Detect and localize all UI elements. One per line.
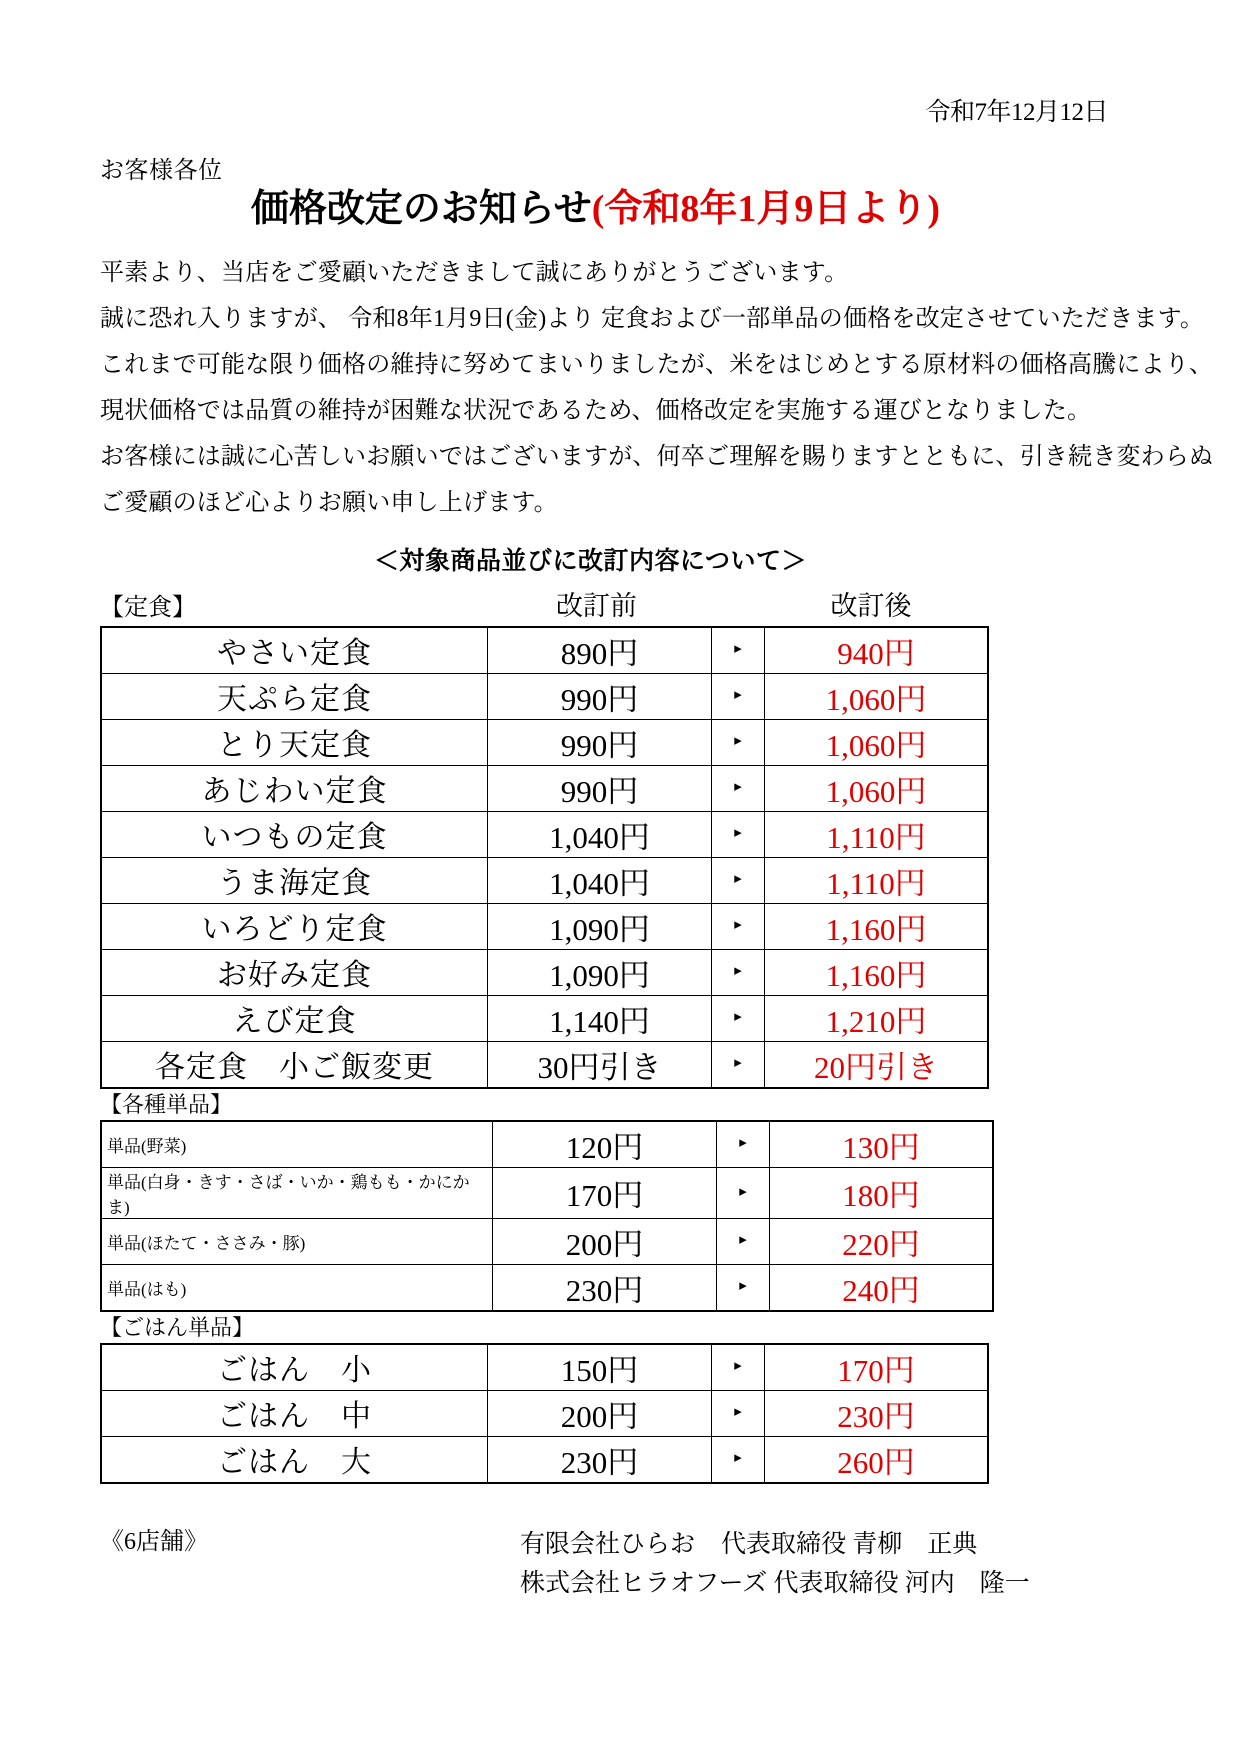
old-price: 1,090円 [549,911,650,947]
table-row [101,1390,988,1436]
arrow-right-icon: ▸ [734,917,742,934]
arrow-cell [712,811,765,857]
arrow-right-icon: ▸ [734,687,742,704]
table-row [101,719,988,765]
new-price-cell [765,811,989,857]
document-date: 令和7年12月12日 [925,99,1108,126]
item-name: 単品(野菜) [107,1136,187,1156]
old-price-cell [488,811,712,857]
item-name-cell [101,1344,488,1391]
old-price-cell [488,1436,712,1483]
new-price: 220円 [842,1226,920,1262]
body-paragraph: ご愛顧のほど心よりお願い申し上げます。 [100,489,558,516]
price-table-tanpin [100,1120,994,1312]
new-price: 180円 [842,1178,920,1214]
item-name-cell [101,1041,488,1088]
old-price: 30円引き [537,1049,662,1085]
new-price-cell [765,627,989,674]
arrow-right-icon: ▸ [734,963,742,980]
item-name: 単品(はも) [107,1279,187,1299]
new-price-cell [765,1390,989,1436]
old-price: 1,040円 [549,865,650,901]
table-row [101,1121,993,1168]
new-price: 1,160円 [825,911,927,947]
old-price-cell [488,995,712,1041]
price-table-teishoku [100,626,989,1089]
arrow-right-icon: ▸ [739,1278,747,1295]
old-price: 230円 [560,1444,639,1480]
item-name: えび定食 [232,1005,357,1039]
old-price: 890円 [560,635,639,671]
new-price-cell [765,995,989,1041]
item-name: ごはん 小 [217,1354,372,1388]
arrow-right-icon: ▸ [734,871,742,888]
arrow-cell [712,1344,765,1391]
new-price: 1,060円 [825,681,927,717]
new-price: 240円 [842,1272,920,1308]
group-label-gohan: 【ごはん単品】 [100,1314,255,1340]
body-copy [100,259,1214,516]
item-name: あじわい定食 [201,775,388,809]
new-price-cell [765,1344,989,1391]
item-name: 天ぷら定食 [217,683,372,717]
arrow-cell [717,1218,770,1264]
arrow-cell [717,1167,770,1218]
arrow-right-icon: ▸ [734,1009,742,1026]
signer-company: 株式会社ヒラオフーズ [520,1569,768,1597]
item-name-cell [101,627,488,674]
new-price: 20円引き [814,1049,938,1085]
new-price-cell [765,1436,989,1483]
old-price: 990円 [560,681,639,717]
new-price-cell [765,1041,989,1088]
table-row [101,857,988,903]
new-price-cell [765,949,989,995]
old-price: 1,140円 [549,1003,650,1039]
gohan-table-block [100,1343,1141,1484]
signer-name: 青柳 正典 [852,1530,978,1558]
item-name-cell [101,857,488,903]
item-name-cell [101,995,488,1041]
new-price-cell [765,765,989,811]
tanpin-table-block [100,1120,1141,1312]
table-row [101,903,988,949]
new-price: 170円 [837,1352,915,1388]
item-name-cell [101,903,488,949]
old-price-cell [488,673,712,719]
arrow-right-icon: ▸ [734,825,742,842]
page-title-main: 価格改定のお知らせ [250,188,592,230]
signer-line [520,1565,1141,1604]
arrow-cell [712,673,765,719]
table-row [101,1041,988,1088]
old-price: 200円 [565,1226,644,1262]
old-price: 120円 [565,1129,644,1165]
arrow-cell [717,1264,770,1311]
old-price-cell [493,1167,717,1218]
old-price-cell [493,1218,717,1264]
price-table-gohan [100,1343,989,1484]
new-price-cell [770,1218,994,1264]
old-price-cell [488,903,712,949]
arrow-cell [717,1121,770,1168]
old-price: 170円 [565,1178,644,1214]
group-label-tanpin: 【各種単品】 [100,1091,233,1117]
old-price-cell [488,857,712,903]
old-price-cell [488,1390,712,1436]
item-name: 各定食 小ご飯変更 [155,1051,434,1085]
item-name: お好み定食 [217,959,372,993]
old-price-cell [488,627,712,674]
item-name-cell [101,1264,493,1311]
body-paragraph: 平素より、当店をご愛顧いただきまして誠にありがとうございます。 [100,259,849,286]
new-price: 230円 [837,1398,915,1434]
item-name: うま海定食 [217,867,372,901]
arrow-right-icon: ▸ [739,1135,747,1152]
new-price-cell [765,903,989,949]
new-price-cell [765,857,989,903]
table-row [101,995,988,1041]
old-price-cell [493,1264,717,1311]
old-price: 1,040円 [549,819,650,855]
table-row [101,811,988,857]
new-price: 130円 [842,1129,920,1165]
old-price-cell [488,765,712,811]
arrow-right-icon: ▸ [739,1232,747,1249]
signer-name: 河内 隆一 [904,1569,1030,1597]
shop-count: 《6店舗》 [100,1528,208,1555]
table-row [101,627,988,674]
item-name-cell [101,765,488,811]
old-price-cell [488,1344,712,1391]
arrow-right-icon: ▸ [734,733,742,750]
signers [520,1526,1141,1604]
page-title [100,189,1141,231]
section-heading: ＜対象商品並びに改訂内容について＞ [373,547,807,575]
arrow-cell [712,857,765,903]
item-name-cell [101,1167,493,1218]
new-price: 1,160円 [825,957,927,993]
old-price-cell [493,1121,717,1168]
signer-title: 代表取締役 [721,1530,847,1558]
old-price-cell [488,719,712,765]
new-price: 1,060円 [825,727,927,763]
arrow-right-icon: ▸ [734,641,742,658]
new-price: 1,110円 [826,819,926,855]
old-price: 990円 [560,727,639,763]
table-row [101,1436,988,1483]
signer-title: 代表取締役 [773,1569,899,1597]
body-paragraph: お客様には誠に心苦しいお願いではございますが、何卒ご理解を賜りますとともに、引き続き変わらぬ [100,443,1214,470]
table-row [101,673,988,719]
new-price: 940円 [837,635,915,671]
new-price-cell [770,1121,994,1168]
body-paragraph: 現状価格では品質の維持が困難な状況であるため、価格改定を実施する運びとなりました。 [100,397,1092,424]
arrow-right-icon: ▸ [734,1055,742,1072]
new-price-cell [765,719,989,765]
arrow-cell [712,903,765,949]
old-price-cell [488,949,712,995]
item-name-cell [101,1390,488,1436]
new-price-cell [765,673,989,719]
table-row [101,949,988,995]
new-price: 1,060円 [825,773,927,809]
new-price: 1,210円 [825,1003,927,1039]
old-price: 990円 [560,773,639,809]
item-name-cell [101,1218,493,1264]
item-name-cell [101,1121,493,1168]
new-price: 260円 [837,1444,915,1480]
item-name: いろどり定食 [201,913,388,947]
arrow-right-icon: ▸ [739,1183,747,1200]
arrow-cell [712,1390,765,1436]
arrow-right-icon: ▸ [734,1450,742,1467]
arrow-right-icon: ▸ [734,1404,742,1421]
item-name: ごはん 大 [217,1446,372,1480]
column-header-before: 改訂前 [556,590,637,621]
new-price-cell [770,1264,994,1311]
item-name-cell [101,673,488,719]
table-row [101,1264,993,1311]
old-price-cell [488,1041,712,1088]
item-name-cell [101,719,488,765]
arrow-right-icon: ▸ [734,1358,742,1375]
body-paragraph: 誠に恐れ入りますが、 令和8年1月9日(金)より 定食および一部単品の価格を改定させていただきます。 [100,305,1205,332]
old-price: 200円 [560,1398,639,1434]
table-row [101,765,988,811]
footer [100,1526,1141,1604]
arrow-cell [712,949,765,995]
item-name: とり天定食 [217,729,372,763]
item-name-cell [101,1436,488,1483]
signer-company: 有限会社ひらお [520,1530,696,1558]
arrow-cell [712,719,765,765]
arrow-cell [712,995,765,1041]
old-price: 150円 [560,1352,639,1388]
arrow-cell [712,1436,765,1483]
new-price: 1,110円 [826,865,926,901]
table-row [101,1218,993,1264]
item-name-cell [101,949,488,995]
old-price: 1,090円 [549,957,650,993]
arrow-right-icon: ▸ [734,779,742,796]
arrow-cell [712,627,765,674]
body-paragraph: これまで可能な限り価格の維持に努めてまいりましたが、米をはじめとする原材料の価格高騰により、 [100,351,1214,378]
arrow-cell [712,765,765,811]
table-row [101,1167,993,1218]
arrow-cell [712,1041,765,1088]
teishoku-header-row [100,590,1141,621]
item-name-cell [101,811,488,857]
item-name: 単品(白身・きす・さば・いか・鶏もも・かにかま) [107,1172,470,1217]
addressee: お客様各位 [100,158,223,184]
page-title-effective-date: (令和8年1月9日より) [591,188,941,230]
group-label-teishoku: 【定食】 [100,594,196,621]
new-price-cell [770,1167,994,1218]
teishoku-table-block [100,626,1141,1089]
table-row [101,1344,988,1391]
item-name: ごはん 中 [217,1400,372,1434]
column-header-after: 改訂後 [830,590,912,621]
item-name: いつもの定食 [201,821,388,855]
item-name: やさい定食 [217,637,372,671]
signer-line [520,1526,1141,1565]
item-name: 単品(ほたて・ささみ・豚) [107,1233,306,1253]
old-price: 230円 [565,1272,644,1308]
